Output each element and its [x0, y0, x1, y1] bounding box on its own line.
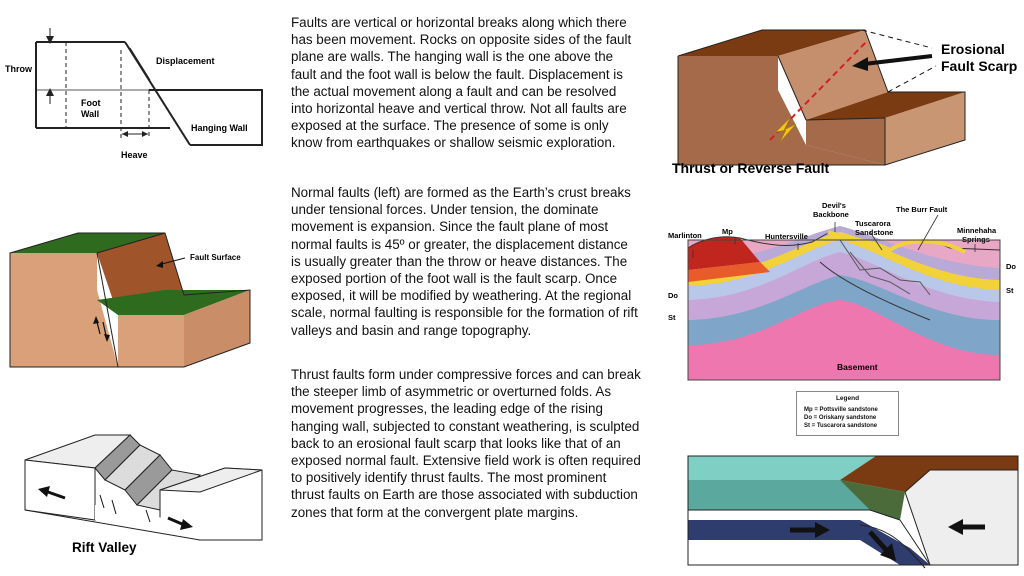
geologic-cross-section [660, 195, 1024, 385]
thrust-faults-paragraph: Thrust faults form under compressive forces and can break the steeper limb of asymmetric or overturned folds. As movement progresses, the leading edge of the rising hanging wall, subjected to constant weathering, is sculpted back to an erosional fault scarp that looks like that of an exposed normal fault. Extensive field work is often required to positively identify thrust faults. The most prominent thrust faults on Earth are those associated with subduction zones that form at the convergent plate margins. [291, 367, 641, 520]
foot-wall-label-2: Wall [81, 109, 100, 119]
thrust-fault-caption: Thrust or Reverse Fault [672, 160, 830, 176]
burr-fault-label: The Burr Fault [896, 205, 948, 214]
rift-valley-caption: Rift Valley [72, 540, 137, 555]
displacement-label: Displacement [156, 56, 215, 66]
subduction-zone-diagram [680, 448, 1024, 576]
minnehaha-label-1: Minnehaha [957, 226, 997, 235]
minnehaha-label-2: Springs [962, 235, 990, 244]
legend-item: Do = Oriskany sandstone [804, 415, 877, 421]
legend-box [796, 391, 899, 436]
devils-backbone-label-1: Devil's [822, 201, 846, 210]
fault-definition-paragraph: Faults are vertical or horizontal breaks along which there has been movement. Rocks on opposite sides of the fault plane are walls. The hanging wall is the one above the fault and the foot wall is below the fault. Displacement is the actual movement along a fault and can be resolved into horizontal heave and vertical throw. Not all faults are exposed at the surface. The presence of some is only know from earthquakes or shallow seismic exploration. [291, 15, 632, 151]
legend-item: Mp = Pottsville sandstone [804, 407, 878, 413]
tuscarora-label-2: Sandstone [855, 228, 894, 237]
legend-title: Legend [835, 395, 860, 402]
hanging-wall-label: Hanging Wall [191, 123, 248, 133]
do-right-label: Do [1006, 262, 1016, 271]
normal-faults-paragraph: Normal faults (left) are formed as the Earth’s crust breaks under tensional forces. Under tension, the dominate movement is expansion. Since the fault plane of most normal faults is 45º or greater, the displacement distance is usually greater than the throw or heave distances. The exposed portion of the foot wall is the fault scarp. Once exposed, it will be modified by weathering. At the regional scale, normal faulting is responsible for the formation of rift valleys and basin and range topography. [291, 185, 638, 338]
st-right-label: St [1006, 286, 1014, 295]
fault-scarp-label: Fault Scarp [941, 58, 1018, 74]
fault-surface-label: Fault Surface [190, 253, 241, 262]
rift-valley-diagram [0, 430, 270, 570]
heave-label: Heave [121, 150, 148, 160]
foot-wall-label-1: Foot [81, 98, 101, 108]
marlinton-label: Marlinton [668, 231, 702, 240]
devils-backbone-label-2: Backbone [813, 210, 849, 219]
normal-fault-block-diagram [0, 225, 270, 370]
mp-label: Mp [722, 227, 733, 236]
st-left-label: St [668, 313, 676, 322]
throw-label: Throw [5, 64, 32, 74]
tuscarora-label-1: Tuscarora [855, 219, 891, 228]
do-left-label: Do [668, 291, 678, 300]
fault-terminology-diagram [0, 20, 270, 170]
legend-item: St = Tuscarora sandstone [804, 423, 878, 429]
basement-label: Basement [837, 362, 878, 372]
huntersville-label: Huntersville [765, 232, 808, 241]
thrust-fault-block-diagram [660, 20, 1024, 180]
erosional-label: Erosional [941, 41, 1005, 57]
